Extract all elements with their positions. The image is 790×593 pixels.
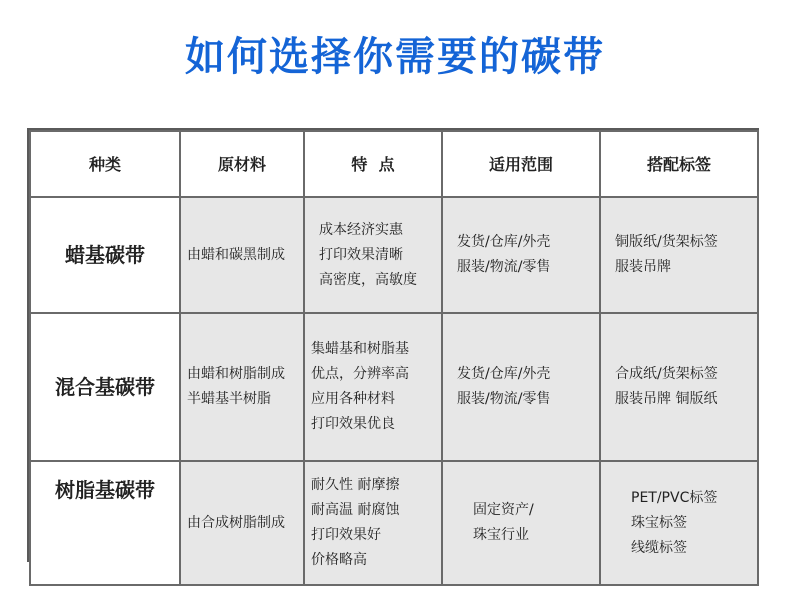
scope-line: 服装/物流/零售 bbox=[457, 259, 551, 275]
scope-line: 发货/仓库/外壳 bbox=[457, 366, 551, 382]
header-scope: 适用范围 bbox=[442, 131, 600, 197]
ribbon-type: 混合基碳带 bbox=[30, 313, 180, 461]
comparison-table bbox=[29, 130, 759, 586]
scope-line: 发货/仓库/外壳 bbox=[457, 234, 551, 250]
feature-line: 打印效果好 bbox=[311, 527, 381, 543]
label-line: 服装吊牌 铜版纸 bbox=[615, 391, 718, 407]
scope-line: 服装/物流/零售 bbox=[457, 391, 551, 407]
features-cell bbox=[304, 313, 442, 461]
feature-line: 打印效果清晰 bbox=[319, 246, 403, 263]
label-line: 铜版纸/货架标签 bbox=[615, 234, 718, 250]
labels-cell bbox=[600, 197, 758, 313]
feature-line: 集蜡基和树脂基 bbox=[311, 341, 409, 357]
labels-cell bbox=[600, 313, 758, 461]
feature-line: 打印效果优良 bbox=[311, 416, 395, 432]
table-row-resin bbox=[30, 461, 758, 585]
table-row-wax bbox=[30, 197, 758, 313]
scope-cell bbox=[442, 461, 600, 585]
header-labels: 搭配标签 bbox=[600, 131, 758, 197]
feature-line: 耐久性 耐摩擦 bbox=[311, 477, 400, 493]
scope-line: 珠宝行业 bbox=[473, 527, 529, 543]
feature-line: 成本经济实惠 bbox=[319, 221, 403, 238]
ribbon-comparison-table bbox=[27, 128, 759, 568]
feature-line: 优点，分辨率高 bbox=[311, 366, 409, 382]
feature-line: 应用各种材料 bbox=[311, 391, 395, 407]
header-features: 特 点 bbox=[304, 131, 442, 197]
scope-cell bbox=[442, 313, 600, 461]
label-line: 线缆标签 bbox=[631, 539, 687, 556]
label-line: 珠宝标签 bbox=[631, 514, 687, 531]
table-row-mixed bbox=[30, 313, 758, 461]
material-line: 由蜡和树脂制成 bbox=[187, 366, 285, 382]
feature-line: 耐高温 耐腐蚀 bbox=[311, 502, 400, 518]
feature-line: 价格略高 bbox=[311, 552, 367, 568]
scope-line: 固定资产/ bbox=[473, 502, 534, 518]
scope-cell bbox=[442, 197, 600, 313]
material-cell bbox=[180, 197, 304, 313]
page-title: 如何选择你需要的碳带 bbox=[185, 34, 605, 80]
label-line: 服装吊牌 bbox=[615, 259, 671, 275]
ribbon-type: 蜡基碳带 bbox=[30, 197, 180, 313]
header-material: 原材料 bbox=[180, 131, 304, 197]
label-line: 合成纸/货架标签 bbox=[615, 366, 718, 382]
material-line: 由蜡和碳黑制成 bbox=[187, 246, 285, 263]
material-cell bbox=[180, 313, 304, 461]
ribbon-type: 树脂基碳带 bbox=[30, 461, 180, 585]
features-cell bbox=[304, 461, 442, 585]
features-cell bbox=[304, 197, 442, 313]
material-line: 由合成树脂制成 bbox=[187, 514, 285, 531]
material-cell bbox=[180, 461, 304, 585]
label-line: PET/PVC标签 bbox=[631, 489, 718, 506]
header-type: 种类 bbox=[30, 131, 180, 197]
table-header-row bbox=[30, 131, 758, 197]
feature-line: 高密度，高敏度 bbox=[319, 271, 417, 288]
labels-cell bbox=[600, 461, 758, 585]
material-line: 半蜡基半树脂 bbox=[187, 391, 271, 407]
